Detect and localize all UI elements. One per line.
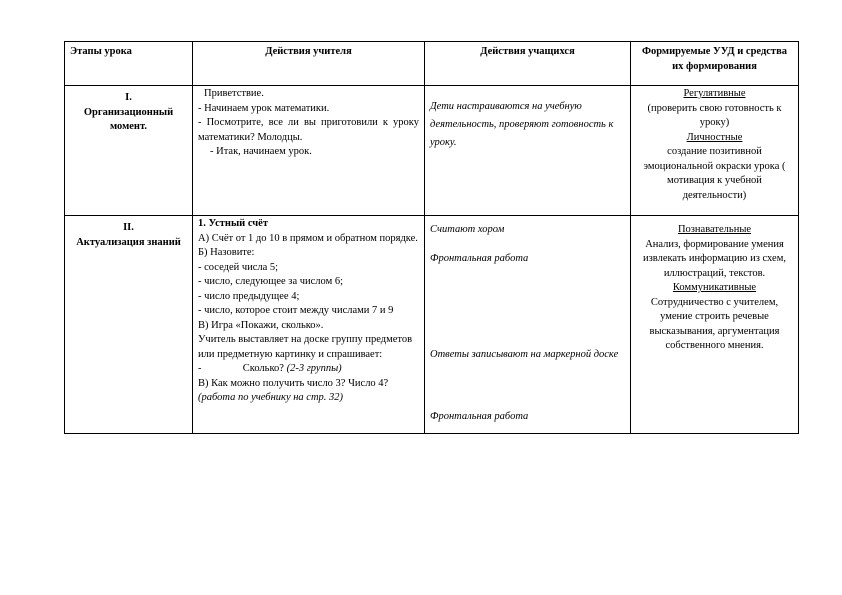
students-cell	[425, 86, 631, 216]
uud-title: Коммуникативные	[672, 282, 757, 293]
uud-cell	[631, 86, 799, 216]
teacher-line: - Итак, начинаем урок.	[210, 146, 312, 157]
table-row	[65, 86, 799, 216]
uud-title: Личностные	[686, 131, 743, 143]
stage-name: Организационный момент.	[83, 106, 174, 132]
students-cell	[425, 216, 631, 434]
header-student-actions: Действия учащихся	[425, 42, 631, 86]
teacher-line: - Начинаем урок математики.	[198, 102, 330, 114]
teacher-question-note: (2-3 группы)	[286, 363, 342, 374]
stage-name: Актуализация знаний	[76, 236, 181, 248]
students-line: Дети настраиваются на учебную деятельность, проверяют готовность к уроку.	[430, 101, 614, 148]
header-stages: Этапы урока	[65, 42, 193, 86]
students-line: Фронтальная работа	[430, 410, 529, 422]
stage-number: I.	[125, 92, 132, 103]
teacher-line: А) Счёт от 1 до 10 в прямом и обратном порядке.	[198, 232, 418, 244]
teacher-line: - число, которое стоит между числами 7 и 9	[198, 305, 394, 316]
stage-cell	[65, 216, 193, 434]
teacher-question	[198, 362, 419, 377]
teacher-line: В) Игра «Покажи, сколько».	[198, 319, 324, 331]
header-uud: Формируемые УУД и средства их формирования	[631, 42, 799, 86]
uud-cell	[631, 216, 799, 434]
teacher-question-dash: -	[198, 363, 202, 374]
teacher-cell	[193, 216, 425, 434]
teacher-line: - число, следующее за числом 6;	[198, 276, 344, 287]
table-row	[65, 216, 799, 434]
students-line: Ответы записывают на маркерной доске	[430, 349, 619, 360]
uud-text: Сотрудничество с учителем, умение строить речевые высказывания, аргументация собственного мнения.	[649, 296, 780, 351]
uud-title: Познавательные	[677, 224, 752, 235]
teacher-line: - соседей числа 5;	[198, 261, 279, 273]
teacher-line: - число предыдущее 4;	[198, 290, 300, 302]
teacher-line: Б) Назовите:	[198, 247, 255, 258]
teacher-line: - Посмотрите, все ли вы приготовили к уроку математики? Молодцы.	[198, 117, 419, 143]
header-teacher-actions: Действия учителя	[193, 42, 425, 86]
stage-number: II.	[123, 222, 134, 233]
students-line: Фронтальная работа	[430, 252, 529, 264]
uud-text: (проверить свою готовность к уроку)	[647, 102, 782, 128]
students-line: Считают хором	[430, 224, 505, 235]
teacher-question-text: Сколько?	[242, 363, 284, 374]
uud-title: Регулятивные	[683, 88, 746, 99]
teacher-line: Учитель выставляет на доске группу предметов или предметную картинку и спрашивает:	[198, 334, 413, 360]
teacher-cell	[193, 86, 425, 216]
teacher-line: Приветствие.	[204, 88, 264, 99]
table-header-row	[65, 42, 799, 86]
teacher-line: В) Как можно получить число 3? Число 4?	[198, 377, 389, 389]
teacher-title: 1. Устный счёт	[198, 218, 269, 229]
stage-cell	[65, 86, 193, 216]
uud-text: создание позитивной эмоциональной окраски урока ( мотивация к учебной деятельности)	[643, 146, 786, 201]
teacher-note: (работа по учебнику на стр. 32)	[198, 392, 344, 403]
uud-text: Анализ, формирование умения извлекать информацию из схем, иллюстраций, текстов.	[643, 238, 786, 279]
lesson-plan-table	[64, 41, 799, 434]
